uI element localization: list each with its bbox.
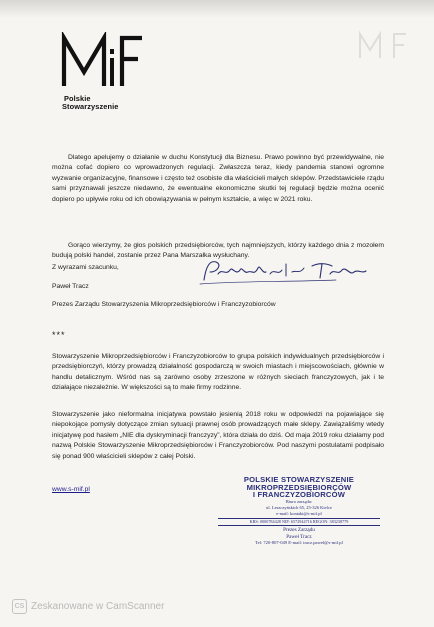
mif-logo-mark xyxy=(60,32,145,90)
closing-greeting: Z wyrazami szacunku, xyxy=(52,264,119,271)
logo-text-polskie: Polskie xyxy=(64,94,91,103)
signer-name: Paweł Tracz xyxy=(52,283,89,290)
stamp-office: Biuro zarządu: xyxy=(285,498,313,504)
stamp-contact: Tel: 720-807-049 E-mail: tracz.pawel@s-mif.pl xyxy=(255,539,343,545)
camscanner-icon: CS xyxy=(12,599,27,614)
paragraph-text: Stowarzyszenie Mikroprzedsiębiorców i Franczyzobiorców to grupa polskich indywidualnych przedsiębiorców i przedsiębiorczyń, którzy prowadzą działalność gospodarczą w swoich miastach i miejscowościach, głównie w handlu detalicznym. Wśród nas są zarówno osoby zrzeszone w różnych sieciach franczyzowych, jak i te działające niezależnie. W większości są to małe firmy rodzinne. xyxy=(52,353,384,392)
association-stamp xyxy=(214,476,384,546)
stamp-line: POLSKIE STOWARZYSZENIE xyxy=(243,475,355,484)
section-separator: *** xyxy=(52,330,66,340)
camscanner-watermark xyxy=(12,598,164,614)
stamp-line: MIKROPRZEDSIĘBIORCÓW xyxy=(246,482,352,492)
paragraph-text: Gorąco wierzymy, że głos polskich przedsiębiorców, tych najmniejszych, którzy każdego dnia z mozołem budują polski handel, zostanie przez Pana Marszałka wysłuchany. xyxy=(52,242,384,260)
paragraph-about-association xyxy=(52,352,384,394)
paragraph-text: Stowarzyszenie jako nieformalna inicjatywa powstało jesienią 2018 roku w odpowiedzi na pojawiające się niepokojące pomysły dotyczące zmian sytuacji prawnej osób prowadzących małe sklepy. Zawiązaliśmy wtedy inicjatywę pod hasłem „NIE dla dyskryminacji franczyzy”, która działa do dziś. Od maja 2019 roku działamy pod nazwą Polskie Stowarzyszenie Mikroprzedsiębiorców i Franczyzobiorców. Pod naszymi postulatami podpisało się ponad 900 właścicieli sklepów z całej Polski. xyxy=(52,411,384,460)
stamp-address: ul. Leszczyńskich 65, 25-326 Kielce xyxy=(266,504,332,510)
stamp-email: e-mail: kontakt@s-mif.pl xyxy=(276,510,322,516)
stamp-name: Paweł Tracz xyxy=(286,533,312,540)
stamp-role: Prezes Zarządu xyxy=(283,526,315,533)
handwritten-signature xyxy=(196,254,371,288)
stamp-registry: KRS: 0000784428 NIP: 6572944716 REGON: 383238779 xyxy=(218,518,380,526)
signer-role: Prezes Zarządu Stowarzyszenia Mikroprzedsiębiorców i Franczyzobiorców xyxy=(52,301,276,308)
bleed-through-logo xyxy=(356,30,416,60)
paragraph-constitution-appeal xyxy=(52,153,384,205)
paragraph-history xyxy=(52,410,384,462)
logo-text-stowarzyszenie: Stowarzyszenie xyxy=(62,102,119,111)
website-link[interactable]: www.s-mif.pl xyxy=(52,486,90,493)
scan-shadow-edge xyxy=(0,0,434,18)
watermark-text: Zeskanowane w CamScanner xyxy=(31,600,165,612)
paragraph-text: Dlatego apelujemy o działanie w duchu Konstytucji dla Biznesu. Prawo powinno być przewidywalne, nie można cofać dopiero co wprowadzonych regulacji. Zwłaszcza teraz, kiedy pandemia stanowi ogromne wyzwanie organizacyjne, finansowe i często też osobiste dla właścicieli małych sklepów. Przedstawiciele rządu sami przyznawali jeszcze niedawno, że ewentualne ekonomiczne skutki tej regulacji będzie można ocenić dopiero po upływie roku od ich obowiązywania w pełnym kształcie, a więc w 2021 roku. xyxy=(52,154,384,203)
mif-logo xyxy=(60,30,145,110)
stamp-line: I FRANCZYZOBIORCÓW xyxy=(252,490,346,500)
